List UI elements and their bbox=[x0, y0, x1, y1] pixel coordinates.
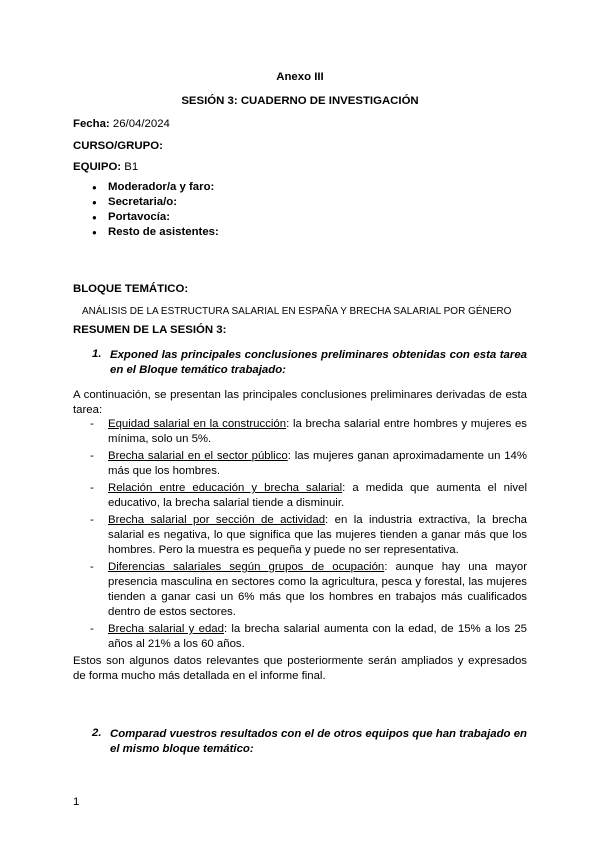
conclusions-intro: A continuación, se presentan las principales conclusiones preliminares derivadas de esta tarea: bbox=[73, 389, 527, 416]
list-item bbox=[90, 417, 527, 447]
thematic-block-label: BLOQUE TEMÁTICO: bbox=[73, 283, 189, 295]
date-value: 26/04/2024 bbox=[109, 118, 170, 130]
role-item: ● Resto de asistentes: bbox=[92, 225, 219, 240]
list-item bbox=[90, 622, 527, 652]
question-1-text: Exponed las principales conclusiones preliminares obtenidas con esta tarea en el Bloque temático trabajado: bbox=[110, 349, 527, 376]
item-text: : la brecha salarial entre hombres y mujeres es mínima, solo un 5%. bbox=[108, 418, 527, 445]
thematic-block-topic: ANÁLISIS DE LA ESTRUCTURA SALARIAL EN ESPAÑA Y BRECHA SALARIAL POR GÉNERO bbox=[82, 306, 512, 317]
team-line bbox=[73, 161, 138, 173]
conclusions-list bbox=[90, 417, 527, 654]
team-value: B1 bbox=[121, 161, 139, 173]
list-item bbox=[90, 560, 527, 620]
list-item bbox=[90, 449, 527, 479]
question-1-number: 1. bbox=[92, 348, 102, 360]
date-line bbox=[73, 118, 170, 130]
page-number: 1 bbox=[73, 796, 80, 808]
list-item bbox=[90, 513, 527, 558]
item-text: : aunque hay una mayor presencia masculina en sectores como la agricultura, pesca y forestal, las mujeres tienden a ganar casi un 6% más que los hombres en trabajos más cualificados dentro de estos sectores. bbox=[108, 561, 527, 618]
course-group-label: CURSO/GRUPO: bbox=[73, 140, 163, 152]
item-title: Brecha salarial por sección de actividad bbox=[108, 514, 326, 526]
role-item: ● Moderador/a y faro: bbox=[92, 180, 219, 195]
role-item: ● Portavocía: bbox=[92, 210, 219, 225]
item-title: Brecha salarial en el sector público bbox=[108, 450, 288, 462]
document-title: SESIÓN 3: CUADERNO DE INVESTIGACIÓN bbox=[181, 95, 419, 107]
item-title: Diferencias salariales según grupos de ocupación bbox=[108, 561, 385, 573]
item-text: : la brecha salarial aumenta con la edad, de 15% a los 25 años al 21% a los 60 años. bbox=[108, 623, 527, 650]
team-label: EQUIPO: bbox=[73, 161, 122, 173]
role-item: ● Secretaria/o: bbox=[92, 195, 219, 210]
session-summary-label: RESUMEN DE LA SESIÓN 3: bbox=[73, 324, 227, 336]
item-title: Equidad salarial en la construcción bbox=[108, 418, 287, 430]
item-title: Brecha salarial y edad bbox=[108, 623, 224, 635]
roles-list bbox=[92, 180, 219, 240]
date-label: Fecha: bbox=[73, 118, 110, 130]
item-text: : las mujeres ganan aproximadamente un 14% más que los hombres. bbox=[108, 450, 528, 477]
item-text: : en la industria extractiva, la brecha salarial es negativa, lo que significa que las mujeres tienden a ganar más que los hombres. Pero la muestra es pequeña y puede no ser representativa. bbox=[108, 514, 527, 556]
question-2-number: 2. bbox=[92, 727, 102, 739]
list-item bbox=[90, 481, 527, 511]
annex-label: Anexo III bbox=[276, 71, 324, 83]
item-title: Relación entre educación y brecha salarial bbox=[108, 482, 343, 494]
question-2-text: Comparad vuestros resultados con el de otros equipos que han trabajado en el mismo bloque temático: bbox=[110, 728, 527, 755]
closing-paragraph: Estos son algunos datos relevantes que posteriormente serán ampliados y expresados de forma mucho más detallada en el informe final. bbox=[73, 655, 527, 682]
item-text: : a medida que aumenta el nivel educativo, la brecha salarial tiende a disminuir. bbox=[108, 482, 527, 509]
